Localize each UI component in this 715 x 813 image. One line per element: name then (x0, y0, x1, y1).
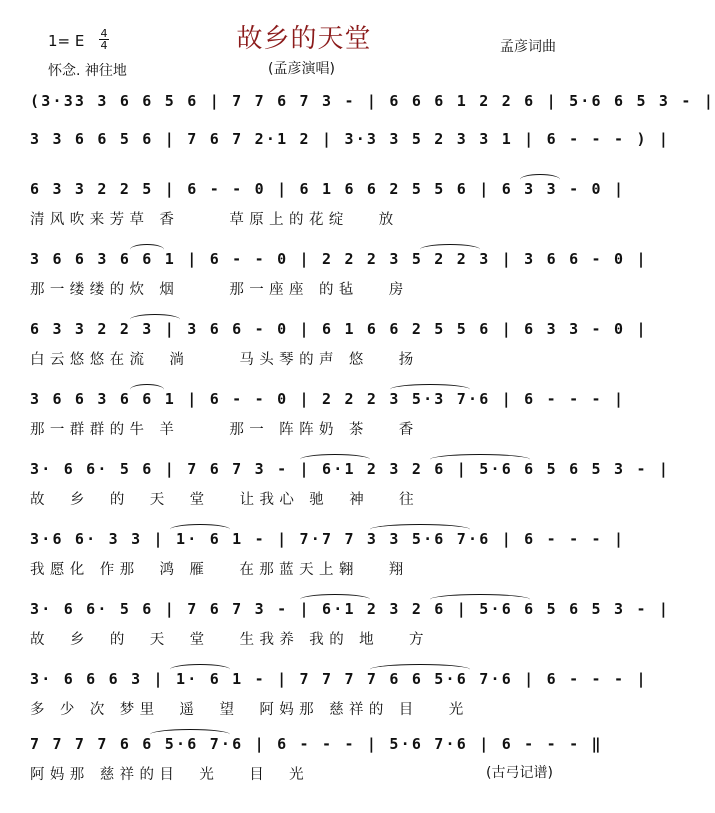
singer-credit: (孟彦演唱) (268, 61, 335, 77)
tie-mark (420, 244, 480, 255)
tie-mark (170, 664, 230, 675)
notation: 3· 6 6· 5 6 | 7 6 7 3 - | 6·1 2 3 2 6 | 5·6 6 5 6 5 3 - | (30, 460, 671, 478)
notation: 3· 6 6· 5 6 | 7 6 7 3 - | 6·1 2 3 2 6 | 5·6 6 5 6 5 3 - | (30, 600, 671, 618)
notation: 3·6 6· 3 3 | 1· 6 1 - | 7·7 7 3 3 5·6 7·6 | 6 - - - | (30, 530, 626, 548)
notation: 3 6 6 3 6 6 1 | 6 - - 0 | 2 2 2 3 5·3 7·6 | 6 - - - | (30, 390, 626, 408)
time-signature (98, 28, 110, 51)
composer-credit: 孟彦词曲 (500, 39, 556, 55)
key-signature: 1= E (48, 32, 85, 50)
tie-mark (370, 524, 470, 535)
tie-mark (130, 384, 164, 395)
lyrics: 多 少 次 梦里 遥 望 阿妈那 慈祥的 目 光 (30, 702, 469, 718)
tie-mark (300, 454, 370, 465)
notation: (3·33 3 6 6 5 6 | 7 7 6 7 3 - | 6 6 6 1 2 2 6 | 5·6 6 5 3 - | (30, 92, 715, 110)
tie-mark (520, 174, 560, 185)
notation: 3 3 6 6 5 6 | 7 6 7 2·1 2 | 3·3 3 5 2 3 3 1 | 6 - - - ) | (30, 130, 671, 148)
tie-mark (170, 524, 230, 535)
score-line-7 (0, 460, 671, 530)
expression-mark: 怀念. 神往地 (48, 63, 127, 79)
score-line-3 (0, 180, 626, 250)
notation: 6 3 3 2 2 3 | 3 6 6 - 0 | 6 1 6 6 2 5 5 6 | 6 3 3 - 0 | (30, 320, 648, 338)
lyrics: 故 乡 的 天 堂 让我心 驰 神 往 (30, 492, 420, 508)
tie-mark (430, 454, 530, 465)
lyrics: 故 乡 的 天 堂 生我养 我的 地 方 (30, 632, 429, 648)
time-numerator: 4 (100, 27, 108, 40)
tie-mark (370, 664, 470, 675)
tie-mark (300, 594, 370, 605)
tie-mark (130, 244, 164, 255)
lyrics: 白云悠悠在流 淌 马头琴的声 悠 扬 (30, 352, 419, 368)
lyrics: 那一缕缕的炊 烟 那一座座 的毡 房 (30, 282, 409, 298)
tie-mark (130, 314, 180, 325)
tie-mark (430, 594, 530, 605)
score-line-6 (0, 390, 626, 460)
lyrics: 那一群群的牛 羊 那一 阵阵奶 茶 香 (30, 422, 419, 438)
time-denominator: 4 (100, 39, 108, 52)
score-line-5 (0, 320, 648, 390)
notation: 7 7 7 7 6 6 5·6 7·6 | 6 - - - | 5·6 7·6 | 6 - - - ‖ (30, 735, 603, 753)
tie-mark (390, 384, 470, 395)
score-line-8 (0, 530, 626, 600)
lyrics: 我愿化 作那 鸿 雁 在那蓝天上翱 翔 (30, 562, 409, 578)
transcriber-credit: (古弓记谱) (486, 765, 553, 781)
lyrics: 阿妈那 慈祥的目 光 目 光 (30, 767, 310, 783)
notation: 3· 6 6 6 3 | 1· 6 1 - | 7 7 7 7 6 6 5·6 7·6 | 6 - - - | (30, 670, 648, 688)
score-line-9 (0, 600, 671, 670)
score-line-4 (0, 250, 648, 320)
notation: 3 6 6 3 6 6 1 | 6 - - 0 | 2 2 2 3 5 2 2 3 | 3 6 6 - 0 | (30, 250, 648, 268)
tie-mark (150, 729, 230, 740)
score-line-10 (0, 670, 648, 740)
notation: 6 3 3 2 2 5 | 6 - - 0 | 6 1 6 6 2 5 5 6 | 6 3 3 - 0 | (30, 180, 626, 198)
lyrics: 清风吹来芳草 香 草原上的花绽 放 (30, 212, 399, 228)
song-title: 故乡的天堂 (236, 24, 372, 54)
